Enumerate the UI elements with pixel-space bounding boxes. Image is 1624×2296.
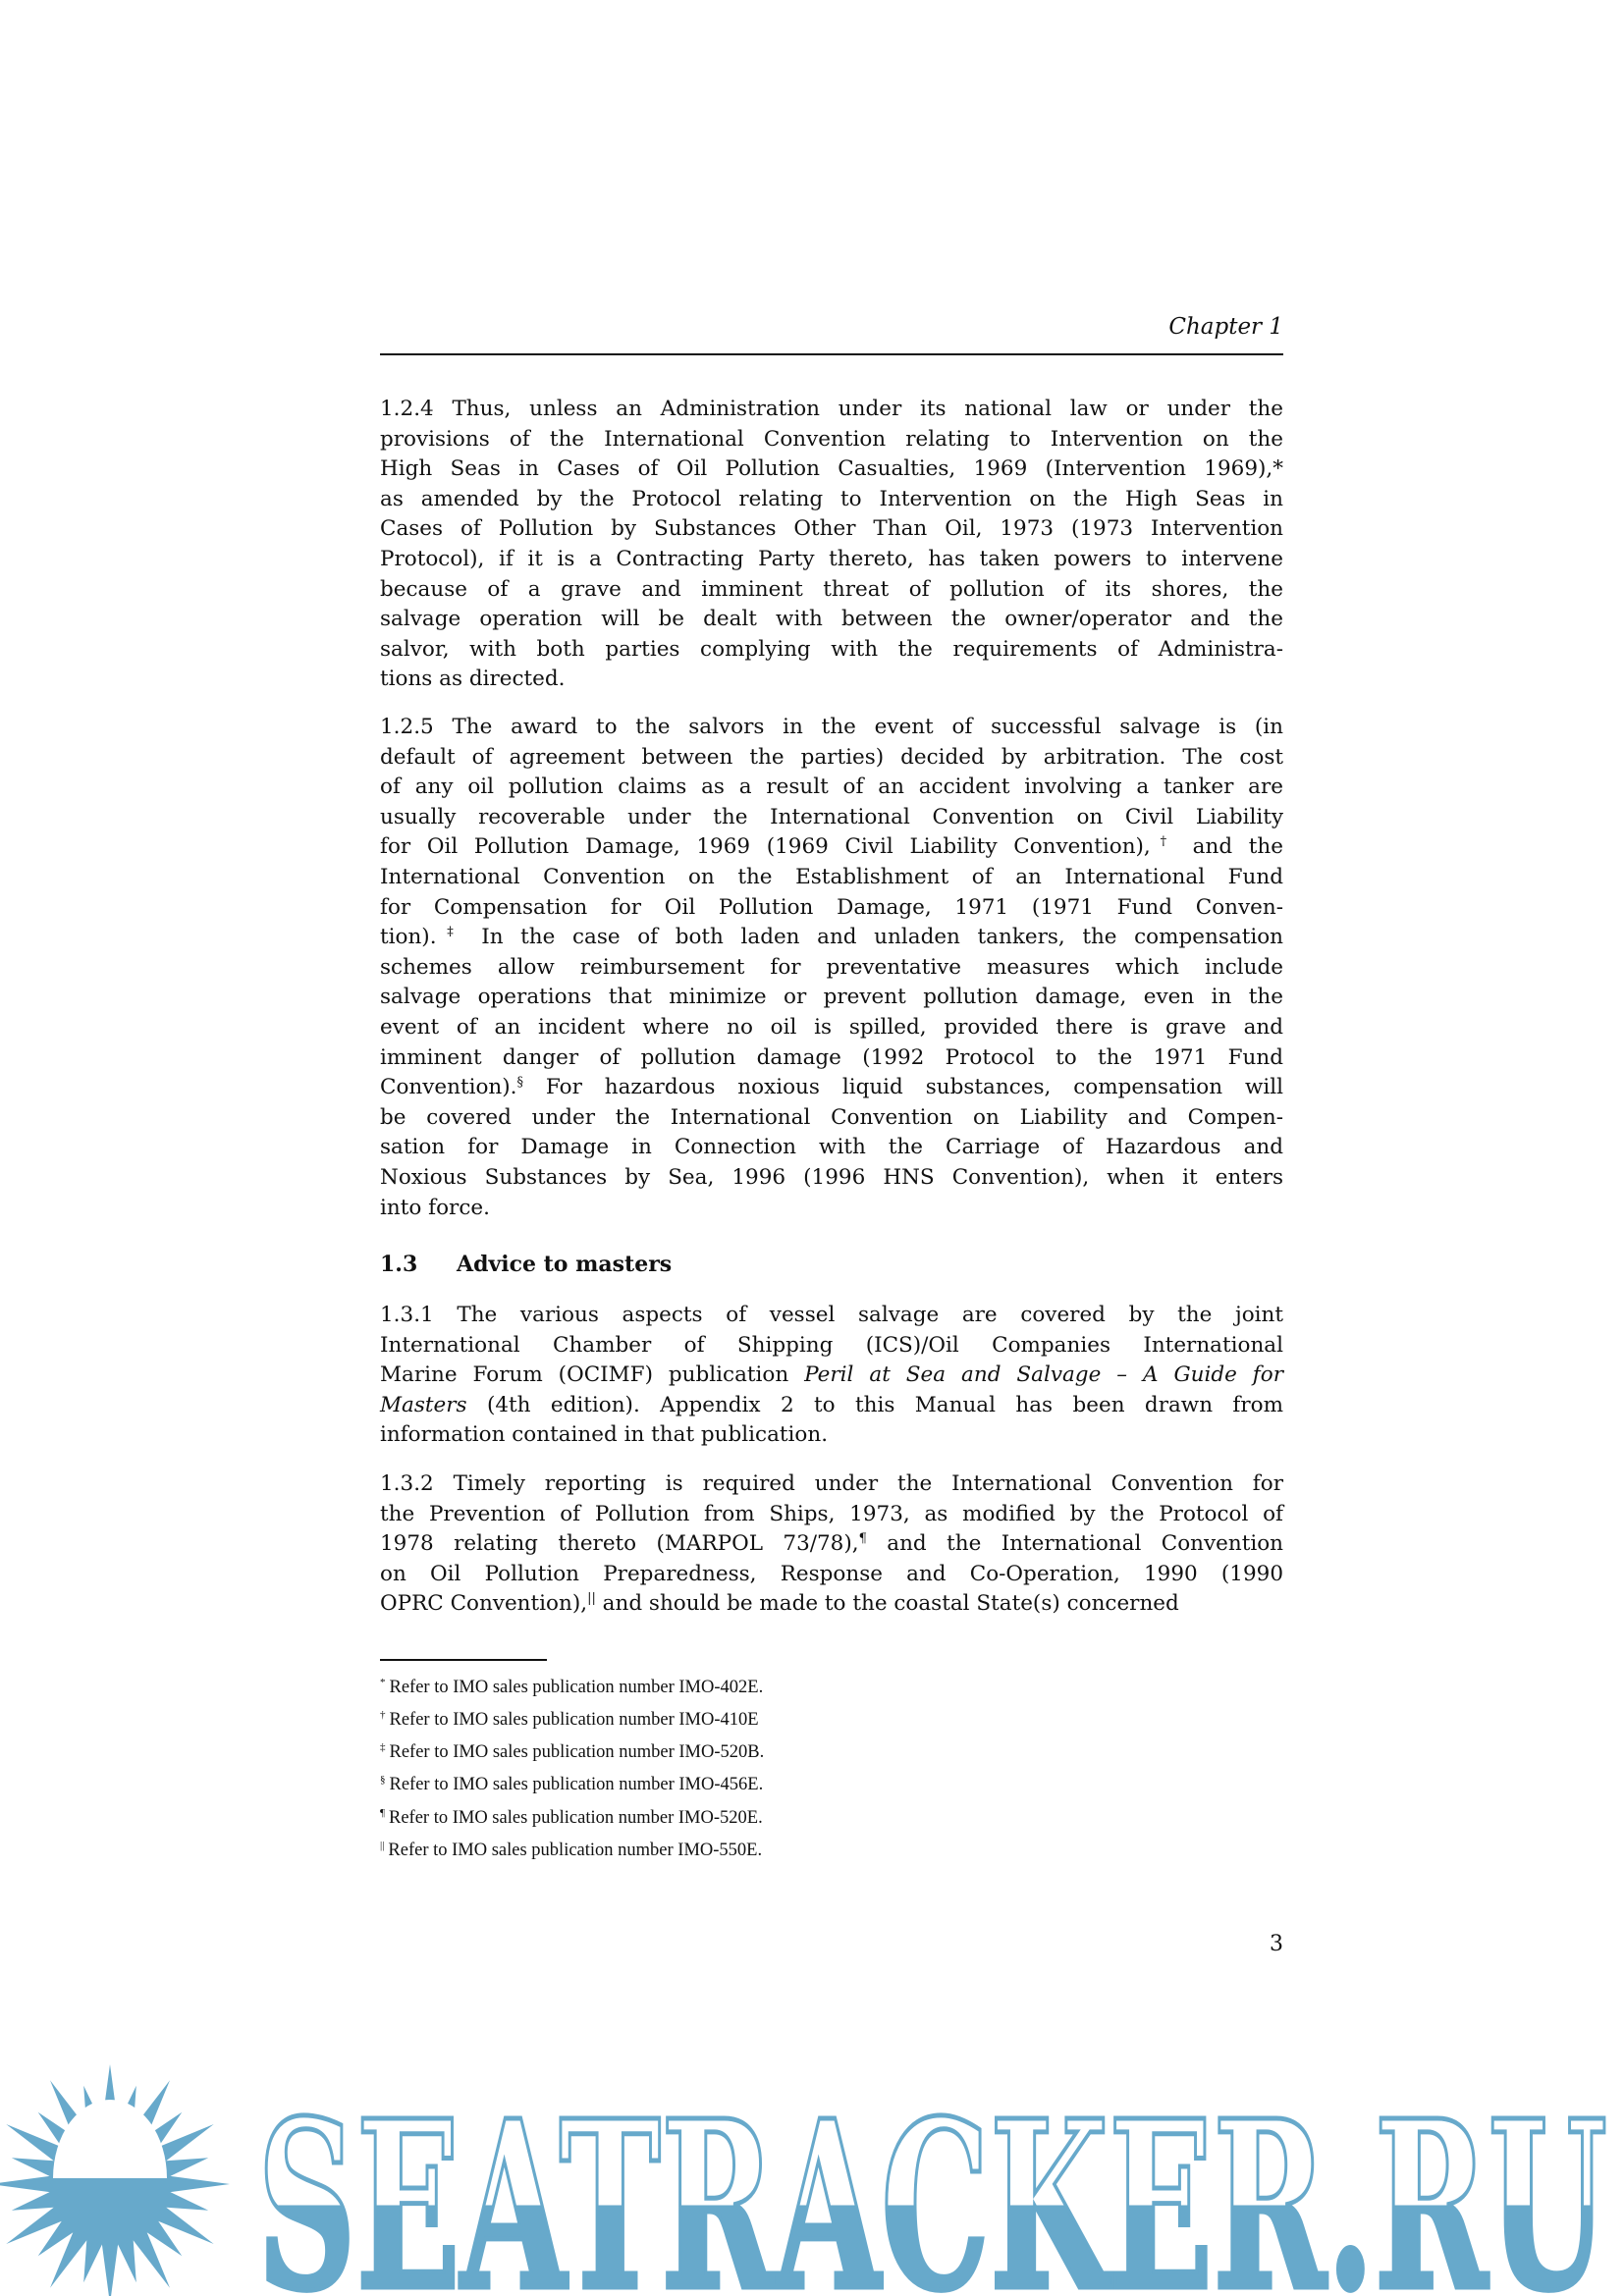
footnote-mark: ‡ — [380, 1741, 386, 1754]
text-line — [380, 1133, 1283, 1163]
text-line — [380, 1361, 1283, 1391]
text-segment: 1.2.5 The award to the salvors in the event of successful salvage is (in — [380, 715, 1283, 739]
text-segment: (4th edition). Appendix 2 to this Manual has been drawn from — [466, 1392, 1283, 1417]
text-line — [380, 1013, 1283, 1043]
text-line — [380, 1469, 1283, 1500]
text-segment: Protocol), if it is a Contracting Party thereto, has taken powers to intervene — [380, 546, 1283, 571]
text-segment: be covered under the International Convention on Liability and Compen- — [380, 1104, 1283, 1130]
text-line — [380, 1043, 1283, 1074]
text-line — [380, 545, 1283, 575]
text-segment: of any oil pollution claims as a result of an accident involving a tanker are — [380, 774, 1283, 800]
footnote — [380, 1832, 764, 1864]
sun-rays — [0, 2064, 230, 2296]
text-segment: 1.3.1 The various aspects of vessel salvage are covered by the joint — [380, 1303, 1283, 1327]
text-line — [380, 1163, 1283, 1194]
text-segment: schemes allow reimbursement for preventative measures which include — [380, 954, 1283, 980]
text-segment: information contained in that publication. — [380, 1422, 829, 1448]
footnote-text: Refer to IMO sales publication number IMO-520E. — [388, 1807, 763, 1828]
footnote — [380, 1669, 764, 1701]
text-line — [380, 1391, 1283, 1421]
footnote — [380, 1766, 764, 1798]
text-segment: tion). — [380, 925, 437, 950]
text-line — [380, 1103, 1283, 1134]
paragraph-1-2-4 — [380, 395, 1283, 695]
text-segment: for Oil Pollution Damage, 1969 (1969 Civil Liability Convention), — [380, 834, 1151, 860]
text-segment: Noxious Substances by Sea, 1996 (1996 HNS Convention), when it enters — [380, 1164, 1283, 1190]
footnote-text: Refer to IMO sales publication number IMO-456E. — [389, 1775, 764, 1795]
text-segment: High Seas in Cases of Oil Pollution Casualties, 1969 (Intervention 1969),* — [380, 456, 1283, 482]
text-line — [380, 803, 1283, 833]
text-line — [380, 575, 1283, 606]
text-segment: 1.3.2 Timely reporting is required under the International Convention for — [380, 1471, 1283, 1496]
text-segment: the Prevention of Pollution from Ships, 1973, as modified by the Protocol of — [380, 1501, 1283, 1526]
text-line — [380, 1420, 1283, 1451]
text-line — [380, 713, 1283, 743]
text-line — [380, 1301, 1283, 1331]
text-line — [380, 514, 1283, 545]
text-segment: tions as directed. — [380, 667, 566, 692]
text-segment: event of an incident where no oil is spilled, provided there is grave and — [380, 1014, 1283, 1040]
text-line — [380, 1589, 1283, 1620]
text-segment: and the International Convention — [866, 1531, 1284, 1557]
footnote-mark: || — [380, 1839, 385, 1851]
footnote-mark: * — [380, 1677, 386, 1688]
footnote-text: Refer to IMO sales publication number IMO-520B. — [389, 1742, 765, 1763]
header-rule — [380, 353, 1283, 355]
section-heading — [380, 1252, 672, 1277]
text-line — [380, 425, 1283, 455]
text-line — [380, 635, 1283, 666]
text-segment: salvor, with both parties complying with the requirements of Administra- — [380, 636, 1283, 662]
text-segment: as amended by the Protocol relating to Intervention on the High Seas in — [380, 486, 1283, 511]
text-line — [380, 832, 1283, 863]
watermark-logo — [0, 2052, 1624, 2296]
footnote-ref: † — [1150, 834, 1176, 850]
text-segment: Marine Forum (OCIMF) publication — [380, 1362, 805, 1388]
text-segment: because of a grave and imminent threat of pollution of its shores, the — [380, 576, 1283, 602]
footnote-text: Refer to IMO sales publication number IMO-402E. — [389, 1678, 764, 1698]
section-title: Advice to masters — [457, 1252, 673, 1277]
text-line — [380, 893, 1283, 924]
footnote — [380, 1701, 764, 1734]
text-line — [380, 1073, 1283, 1103]
text-segment: and should be made to the coastal State(s) concerned — [595, 1591, 1179, 1617]
text-segment: imminent danger of pollution damage (1992 Protocol to the 1971 Fund — [380, 1044, 1283, 1070]
text-line — [380, 485, 1283, 515]
text-line — [380, 743, 1283, 774]
paragraph-1-2-5 — [380, 713, 1283, 1223]
text-segment: Convention). — [380, 1075, 517, 1100]
text-line — [380, 773, 1283, 803]
text-segment: default of agreement between the parties) decided by arbitration. The cost — [380, 744, 1283, 770]
text-segment: In the case of both laden and unladen tankers, the compensation — [463, 925, 1284, 950]
text-segment: provisions of the International Convention relating to Intervention on the — [380, 426, 1283, 452]
text-segment: on Oil Pollution Preparedness, Response and Co-Operation, 1990 (1990 — [380, 1561, 1283, 1586]
text-line — [380, 923, 1283, 953]
text-line — [380, 605, 1283, 635]
footnotes — [380, 1669, 764, 1864]
text-line — [380, 665, 1283, 695]
footnote-rule — [380, 1659, 547, 1661]
text-line — [380, 1194, 1283, 1224]
footnote-mark: § — [380, 1774, 386, 1787]
text-segment: into force. — [380, 1195, 490, 1220]
watermark-text: SEATRACKER.RU — [257, 2069, 1607, 2296]
running-header: Chapter 1 — [1168, 314, 1283, 340]
footnote — [380, 1734, 764, 1766]
text-line — [380, 863, 1283, 893]
footnote-ref: § — [516, 1074, 523, 1090]
section-number: 1.3 — [380, 1252, 418, 1277]
text-line — [380, 395, 1283, 425]
text-segment: sation for Damage in Connection with the Carriage of Hazardous and — [380, 1135, 1283, 1160]
page-number: 3 — [1270, 1932, 1283, 1956]
text-segment: Masters — [380, 1392, 467, 1417]
text-segment: Peril at Sea and Salvage – A Guide for — [804, 1362, 1283, 1388]
footnote-ref: ¶ — [858, 1531, 867, 1547]
text-segment: 1978 relating thereto (MARPOL 73/78), — [380, 1531, 859, 1557]
footnote-text: Refer to IMO sales publication number IMO-410E — [389, 1710, 759, 1731]
text-segment: and the — [1175, 834, 1283, 860]
text-line — [380, 1331, 1283, 1362]
text-segment: International Chamber of Shipping (ICS)/Oil Companies International — [380, 1332, 1283, 1358]
paragraph-1-3-2 — [380, 1469, 1283, 1620]
footnote-mark: † — [380, 1709, 386, 1722]
paragraph-1-3-1 — [380, 1301, 1283, 1451]
sun-icon — [0, 2064, 230, 2296]
text-segment: Cases of Pollution by Substances Other Than Oil, 1973 (1973 Intervention — [380, 516, 1283, 542]
text-line — [380, 454, 1283, 485]
text-line — [380, 953, 1283, 984]
text-segment: usually recoverable under the International Convention on Civil Liability — [380, 804, 1283, 829]
footnote-ref: ‡ — [436, 925, 464, 939]
text-segment: International Convention on the Establishment of an International Fund — [380, 864, 1283, 889]
footnote-ref: || — [587, 1591, 596, 1607]
text-segment: OPRC Convention), — [380, 1591, 588, 1617]
footnote-mark: ¶ — [380, 1806, 385, 1819]
text-segment: For hazardous noxious liquid substances, compensation will — [523, 1075, 1283, 1100]
footnote — [380, 1799, 764, 1832]
text-line — [380, 1560, 1283, 1590]
text-line — [380, 1529, 1283, 1560]
footnote-text: Refer to IMO sales publication number IMO-550E. — [388, 1840, 763, 1860]
text-segment: salvage operations that minimize or prevent pollution damage, even in the — [380, 985, 1283, 1010]
text-line — [380, 983, 1283, 1013]
text-segment: for Compensation for Oil Pollution Damage, 1971 (1971 Fund Conven- — [380, 894, 1283, 920]
text-segment: salvage operation will be dealt with between the owner/operator and the — [380, 607, 1283, 632]
text-segment: 1.2.4 Thus, unless an Administration under its national law or under the — [380, 397, 1283, 421]
text-line — [380, 1500, 1283, 1530]
